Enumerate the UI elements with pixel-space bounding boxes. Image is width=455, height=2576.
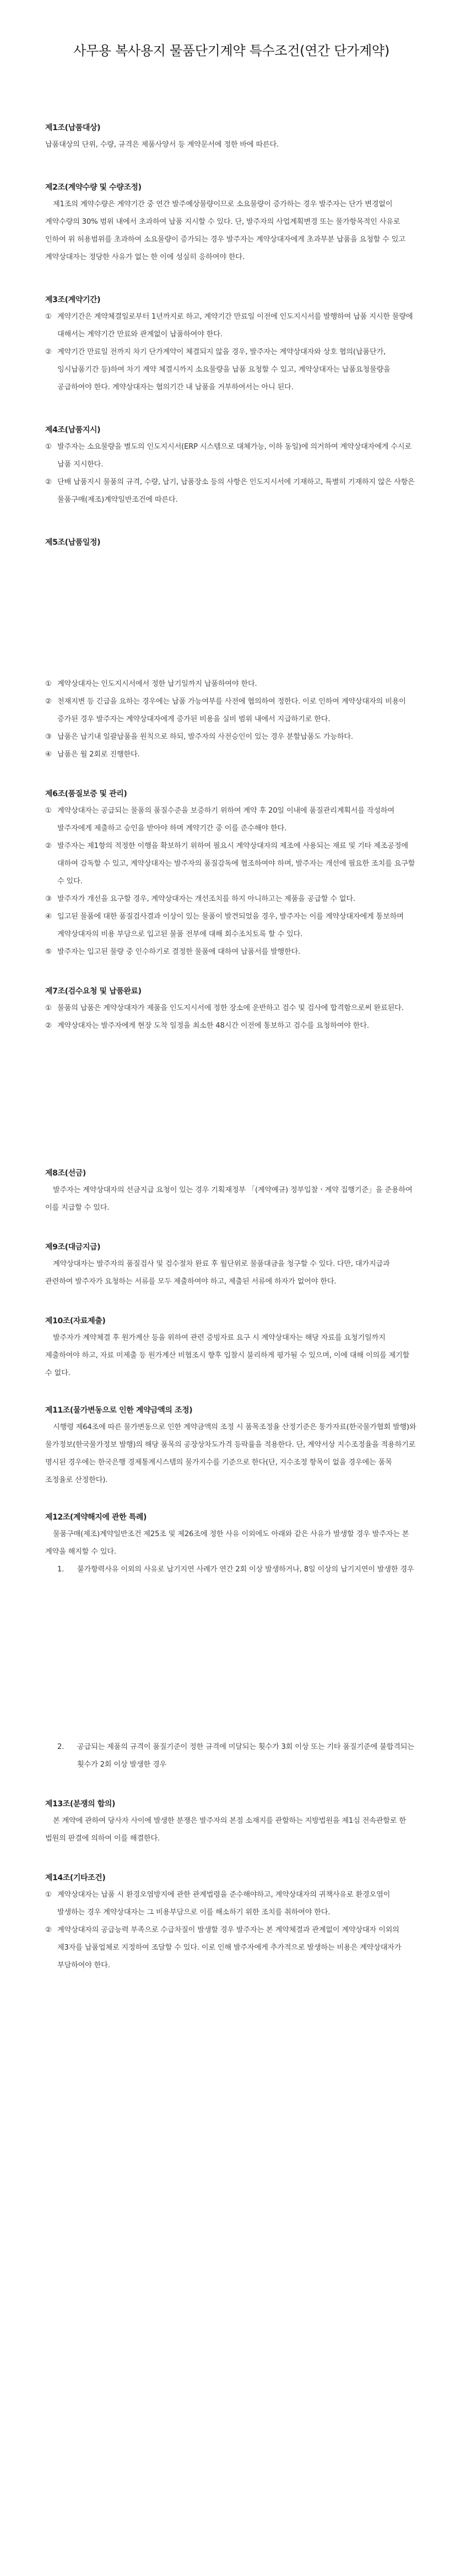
article-item: ② 계약상대자의 공급능력 부족으로 수급차질이 발생할 경우 발주자는 본 계약체결과 관계없이 계약상대자 이외의 제3자를 납품업체로 지정하여 조달할 수 있다. 이로 인해 발주자에게 추가적으로 발생하는 비용은 계약상대자가 부담하여야 한다. [45, 1926, 402, 1969]
article-title: 제8조(선금) [45, 1169, 86, 1178]
article-item: ④ 납품은 월 2회로 진행한다. [45, 750, 140, 759]
article-title: 제14조(기타조건) [45, 1874, 106, 1882]
article-title: 제5조(납품일정) [45, 538, 101, 547]
article-paragraph: 물품구매(제조)계약일반조건 제25조 및 제26조에 정한 사유 이외에도 아래와 같은 사유가 발생할 경우 발주자는 본 계약을 해지할 수 있다. [45, 1530, 409, 1556]
article-paragraph: 납품대상의 단위, 수량, 규격은 제품사양서 등 계약문서에 정한 바에 따른다. [45, 141, 279, 149]
article-subitem: 1. 불가항력사유 이외의 사유로 납기지연 사례가 연간 2회 이상 발생하거나, 8일 이상의 납기지연이 발생한 경우 [57, 1565, 414, 1574]
article-title: 제2조(계약수량 및 수량조정) [45, 183, 142, 192]
article-title: 제13조(분쟁의 합의) [45, 1800, 116, 1808]
article-3 [45, 294, 418, 396]
article-9 [45, 1241, 418, 1291]
article-item: ② 계약기간 만료일 전까지 차기 단가계약이 체결되지 않을 경우, 발주자는 계약상대자와 상호 협의(납품단가, 잉시납품기간 등)하여 차기 계약 체결시까지 소요물량을 납품 요청할 수 있고, 계약상대자는 납품요청물량을 공급하여야 한다. 계약상대자는 협의기간 내 납품을 거부하여서는 아니 된다. [45, 348, 391, 391]
article-title: 제10조(자료제출) [45, 1317, 106, 1325]
article-item: ② 단배 납품지시 물품의 규격, 수량, 납기, 납품장소 등의 사항은 인도지시서에 기재하고, 특별히 기재하지 않은 사항은 물품구매(제조)계약일반조건에 따른다. [45, 478, 415, 504]
article-title: 제6조(품질보증 및 관리) [45, 790, 127, 798]
article-item: ⑤ 발주자는 입고된 물량 중 인수하기로 결정한 물품에 대하여 납품서를 발행한다. [45, 948, 301, 956]
article-12 [45, 1511, 418, 1774]
article-title: 제7조(검수요청 및 납품완료) [45, 987, 142, 996]
article-title: 제11조(물가변동으로 인한 계약금액의 조정) [45, 1406, 193, 1415]
article-title: 제3조(계약기간) [45, 296, 101, 304]
article-paragraph: 발주자가 계약체결 후 원가계산 등을 위하여 관련 증빙자료 요구 시 계약상대자는 해당 자료를 요청기일까지 제출하여야 하고, 자료 미제출 등 원가계산 비협조시 향후 입찰시 불리하게 평가될 수 있으며, 이에 대해 이의를 제기할 수 없다. [45, 1334, 410, 1377]
article-11 [45, 1404, 418, 1489]
article-6 [45, 788, 418, 961]
article-item: ① 계약상대자는 공급되는 물품의 품질수준을 보증하기 위하여 계약 후 20일 이내에 품질관리계획서를 작성하여 발주자에게 제출하고 승인을 받아야 하며 계약기간 중 이를 준수해야 한다. [45, 807, 395, 833]
article-1 [45, 122, 418, 154]
article-item: ② 계약상대자는 발주자에게 현장 도착 일정을 최소한 48시간 이전에 통보하고 검수를 요청하여야 한다. [45, 1022, 369, 1030]
article-paragraph: 제1조의 계약수량은 계약기간 중 연간 발주예상물량이므로 소요물량이 증가하는 경우 발주자는 단가 변경없이 계약수량의 30% 범위 내에서 초과하여 납품 지시할 수 있다. 단, 발주자의 사업계획변경 또는 물가항목적인 사유로 인하여 위 허용범위를 초과하여 소요물량이 증가되는 경우 발주자는 계약상대자에게 초과부분 납품을 요청할 수 있고 계약상대자는 정당한 사유가 없는 한 이에 성실히 응하여야 한다. [45, 200, 405, 261]
article-item: ③ 발주자가 개선을 요구할 경우, 계약상대자는 개선조치를 하지 아니하고는 제품을 공급할 수 없다. [45, 895, 355, 903]
article-title: 제12조(계약해지에 관한 특례) [45, 1513, 147, 1522]
article-item: ② 발주자는 제1항의 적정한 이행을 확보하기 위하여 필요시 계약상대자의 제조에 사용되는 재료 및 기타 제조공정에 대하여 감독할 수 있고, 계약상대자는 발주자의 품질감독에 협조하여야 하며, 발주자는 개선에 필요한 조치를 요구할 수 있다. [45, 842, 415, 886]
article-5 [45, 536, 418, 764]
article-item: ① 계약상대자는 인도지시서에서 정한 납기일까지 납품하여야 한다. [45, 680, 257, 688]
article-4 [45, 424, 418, 509]
article-title: 제4조(납품지시) [45, 426, 101, 434]
document-title: 사무용 복사용지 물품단기계약 특수조건(연간 단가계약) [73, 43, 389, 58]
article-paragraph: 계약상대자는 발주자의 품질검사 및 검수절차 완료 후 월단위로 물품대금을 청구할 수 있다. 다만, 대가지급과 관련하여 발주자가 요청하는 서류를 모두 제출하여야 하고, 제출된 서류에 하자가 없어야 한다. [45, 1260, 390, 1286]
article-13 [45, 1798, 418, 1848]
article-item: ③ 납품은 납기내 일괄납품을 원칙으로 하되, 발주자의 사전승인이 있는 경우 분할납품도 가능하다. [45, 733, 353, 741]
article-10 [45, 1315, 418, 1382]
article-8 [45, 1167, 418, 1217]
article-item: ① 발주자는 소요물량을 별도의 인도지시서(ERP 시스템으로 대체가능, 이하 동일)에 의거하여 계약상대자에게 수시로 납품 지시한다. [45, 443, 411, 469]
article-paragraph: 발주자는 계약상대자의 선금지급 요청이 있는 경우 기획재정부 「(계약예규) 정부입찰ㆍ계약 집행기준」을 준용하여 이를 지급할 수 있다. [45, 1186, 413, 1212]
article-item: ① 물품의 납품은 계약상대자가 제품을 인도지시서에 정한 장소에 운반하고 검수 및 검사에 합격함으로써 완료된다. [45, 1004, 404, 1012]
article-item: ① 계약기간은 계약체결일로부터 1년까지로 하고, 계약기간 만료일 이전에 인도지시서를 발행하여 납품 지시한 물량에 대해서는 계약기간 만료와 관계없이 납품하여야 한다. [45, 313, 413, 339]
article-title: 제9조(대금지급) [45, 1243, 101, 1252]
article-paragraph: 시행령 제64조에 따른 물가변동으로 인한 계약금액의 조정 시 품목조정율 산정기준은 통가자료(한국물가협회 발행)와 물가정보(한국물가정보 발행)의 해당 품목의 공장상차도가격 등락률을 적용한다. 단, 계약서상 지수조정율을 적용하기로 명시된 경우에는 한국은행 경제통계시스템의 물가지수를 기준으로 한다(단, 지수조정 항목이 없을 경우에는 품목 조정율로 산정한다). [45, 1423, 416, 1484]
article-7 [45, 985, 418, 1035]
article-subitem: 2. 공급되는 제품의 규격이 품질기준이 정한 규격에 미달되는 횟수가 3회 이상 또는 기타 품질기준에 불합격되는 횟수가 2회 이상 발생한 경우 [57, 1743, 414, 1769]
article-2 [45, 181, 418, 266]
article-item: ④ 입고된 물품에 대한 품질검사결과 이상이 있는 물품이 발견되었을 경우, 발주자는 이를 계약상대자에게 통보하며 계약상대자의 비용 부담으로 입고된 물품 전부에 대해 회수조치토록 할 수 있다. [45, 913, 404, 938]
article-title: 제1조(납품대상) [45, 124, 101, 132]
article-item: ② 천재지변 등 긴급을 요하는 경우에는 납품 가능여부를 사전에 협의하여 정한다. 이로 인하여 계약상대자의 비용이 증가된 경우 발주자는 계약상대자에게 증가된 비용을 실비 범위 내에서 지급하기로 한다. [45, 697, 406, 723]
article-14 [45, 1872, 418, 1974]
article-paragraph: 본 계약에 관하여 당사자 사이에 발생한 분쟁은 발주자의 본점 소재지를 관할하는 지방법원을 제1심 전속관할로 한 법원의 판결에 의하여 이를 해결한다. [45, 1817, 406, 1843]
article-item: ① 계약상대자는 납품 시 환경오염방지에 관한 관계법령을 준수해야하고, 계약상대자의 귀책사유로 환경오염이 발생하는 경우 계약상대자는 그 비용부담으로 이를 해소하기 위한 조치를 취하여야 한다. [45, 1891, 391, 1917]
